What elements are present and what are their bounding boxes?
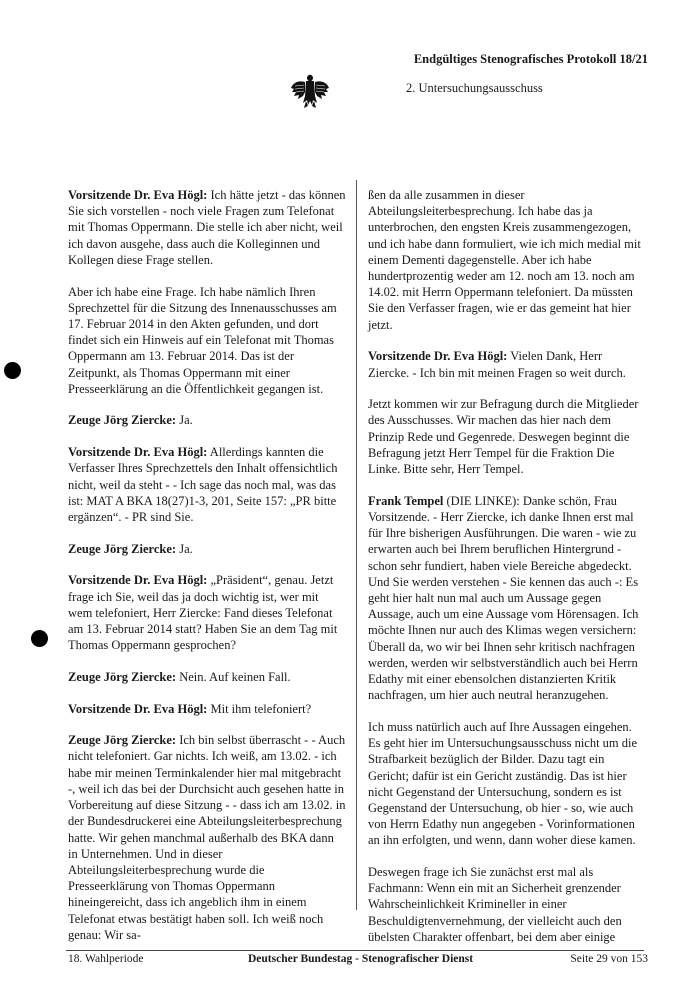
speech-text: Ich bin selbst überrascht - - Auch nicht telefoniert. Gar nichts. Ich weiß, am 13.02. - ich habe mir meinen Terminkalender hier mal mitgebracht -, weil ich das bei der Durchsicht auch gesehen hatte in Vorbereitung auf diese Sitzung - - dass ich am 13.02. in der Bundesdruckerei eine Abteilungsleiterbesprechung hatte. Wir gehen manchmal außerhalb des BKA dann in Unternehmen. Und in dieser Abteilungsleiterbesprechung wurde die Presseerklärung von Thomas Oppermann hineingereicht, dass ich angeblich ihm in einem Telefonat etwas bestätigt haben soll. Ich weiß noch genau: Wir sa- [68, 733, 346, 942]
speech-text: Jetzt kommen wir zur Befragung durch die Mitglieder des Ausschusses. Wir machen das hier nach dem Prinzip Rede und Gegenrede. Deswegen beginnt die Befragung jetzt Herr Tempel für die Fraktion Die Linke. Bitte sehr, Herr Tempel. [368, 397, 639, 477]
speaker-name: Zeuge Jörg Ziercke: [68, 541, 177, 556]
paragraph [368, 493, 646, 704]
speech-text: Aber ich habe eine Frage. Ich habe nämlich Ihren Sprechzettel für die Sitzung des Innenausschusses am 17. Februar 2014 in den Akten gefunden, und dort findet sich ein Hinweis auf ein Telefonat mit Thomas Oppermann am 13. Februar 2014. Das ist der Zeitpunkt, als Thomas Oppermann mit einer Presseerklärung an die Öffentlichkeit gegangen ist. [68, 284, 337, 396]
federal-eagle-icon [290, 70, 330, 110]
paragraph [368, 348, 646, 380]
speaker-name: Vorsitzende Dr. Eva Högl: [68, 701, 208, 716]
speech-text: Ja. [176, 541, 193, 556]
speech-text: Ja. [176, 413, 193, 428]
paragraph [368, 187, 646, 333]
speaker-name: Zeuge Jörg Ziercke: [68, 669, 177, 684]
speech-text: ßen da alle zusammen in dieser Abteilungsleiterbesprechung. Ich habe das ja unterbrochen, den engsten Kreis zusammengezogen, und ich habe dann formuliert, wie ich mich medial mit einem Dementi dagegenstelle. Aber ich habe hundertprozentig weder am 12. noch am 13. noch am 14.02. mit Herrn Oppermann telefoniert. Da müssten Sie den Verfasser fragen, wie er das gemeint hat hier jetzt. [368, 188, 641, 332]
punch-hole-mark [31, 630, 48, 647]
left-column [68, 187, 346, 958]
speech-text: Vielen Dank, Herr Ziercke. - Ich bin mit meinen Fragen so weit durch. [368, 349, 626, 380]
punch-hole-mark [4, 362, 21, 379]
speaker-name: Zeuge Jörg Ziercke: [68, 413, 177, 428]
paragraph [68, 541, 346, 557]
footer-rule [66, 950, 644, 951]
footer-source: Deutscher Bundestag - Stenografischer Dienst [248, 953, 474, 965]
speech-text: „Präsident“, genau. Jetzt frage ich Sie, weil das ja doch wichtig ist, wer mit wem telefoniert, Herr Ziercke: Fand dieses Telefonat am 13. Februar 2014 statt? Haben Sie an dem Tag mit Thomas Oppermann gesprochen? [68, 573, 338, 653]
legislative-period: 18. Wahlperiode [68, 953, 144, 965]
speaker-name: Zeuge Jörg Ziercke: [68, 733, 177, 748]
paragraph [68, 187, 346, 268]
paragraph [68, 572, 346, 653]
speech-text: (DIE LINKE): Danke schön, Frau Vorsitzende. - Herr Ziercke, ich danke Ihnen erst mal für Ihre bisherigen Ausführungen. Die waren - wie zu erwarten auch bei Ihrem beruflichen Hintergrund - schon sehr fundiert, haben viele Bereiche abgedeckt. Und Sie werden verstehen - Sie kennen das auch -: Es geht hier halt nun mal auch um Aussage gegen Aussage, auch um eine Aussage vom Hörensagen. Ich möchte Ihnen nur auch des Klimas wegen versichern: Überall da, wo wir bei Ihnen sehr kritisch nachfragen werden, werden wir selbstverständlich auch bei Herrn Edathy mit einer ebensolchen distanzierten Kritik nachfragen, um hier auch neutral heranzugehen. [368, 493, 639, 703]
speaker-name: Frank Tempel [368, 493, 444, 508]
paragraph [68, 701, 346, 717]
speaker-name: Vorsitzende Dr. Eva Högl: [368, 349, 508, 364]
paragraph [68, 412, 346, 428]
column-divider [356, 180, 357, 910]
speaker-name: Vorsitzende Dr. Eva Högl: [68, 573, 208, 588]
speech-text: Ich muss natürlich auch auf Ihre Aussagen eingehen. Es geht hier im Untersuchungsausschuss nicht um die Strafbarkeit bezüglich der Bilder. Dazu tagt ein Gericht; dafür ist ein Gericht zuständig. Das ist hier nicht Gegenstand der Untersuchung, sondern es ist Gegenstand der Untersuchung, ob hier - so, wie auch von Herrn Edathy nun angegeben - Vorinformationen an ihn erfolgten, und wenn, dann woher diese kamen. [368, 719, 638, 848]
protocol-title: Endgültiges Stenografisches Protokoll 18/21 [413, 52, 648, 66]
speech-text: Mit ihm telefoniert? [207, 701, 312, 716]
paragraph [368, 864, 646, 945]
committee-name: 2. Untersuchungsausschuss [406, 81, 543, 95]
paragraph [368, 719, 646, 849]
speaker-name: Vorsitzende Dr. Eva Högl: [68, 445, 208, 460]
right-column [368, 187, 646, 961]
speaker-name: Vorsitzende Dr. Eva Högl: [68, 188, 208, 202]
paragraph [68, 732, 346, 943]
paragraph [68, 669, 346, 685]
speech-text: Nein. Auf keinen Fall. [176, 669, 291, 684]
speech-text: Ich hätte jetzt - das können Sie sich vorstellen - noch viele Fragen zum Telefonat mit Thomas Oppermann. Die stelle ich aber nicht, weil ich davon ausgehe, dass auch die Kolleginnen und Kollegen diese Frage stellen. [68, 188, 346, 267]
speech-text: Deswegen frage ich Sie zunächst erst mal als Fachmann: Wenn ein mit an Sicherheit grenzender Wahrscheinlichkeit Krimineller in einer Beschuldigtenvernehmung, der vielleicht auch den übelsten Charakter offenbart, bei dem aber einige [368, 865, 622, 944]
speech-text: Allerdings kannten die Verfasser Ihres Sprechzettels den Inhalt offensichtlich nicht, weil da steht - - Ich sage das noch mal, was das ist: MAT A BKA 18(27)1-3, 201, Seite 157: „PR bitte ergänzen“. - PR sind Sie. [68, 445, 338, 524]
paragraph [68, 284, 346, 397]
page-number: Seite 29 von 153 [570, 953, 648, 965]
paragraph [68, 444, 346, 525]
paragraph [368, 396, 646, 477]
